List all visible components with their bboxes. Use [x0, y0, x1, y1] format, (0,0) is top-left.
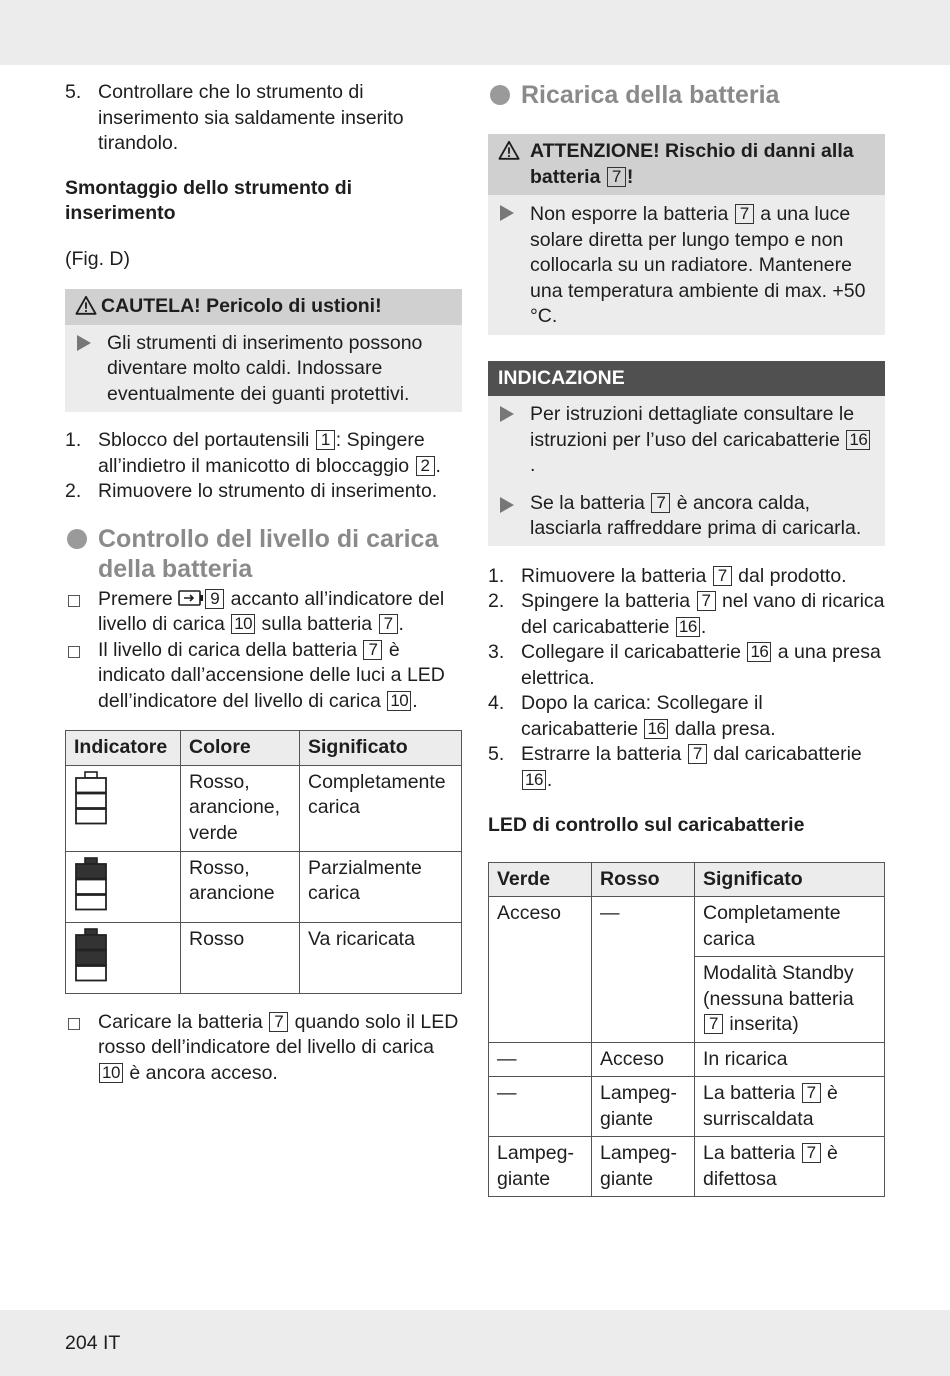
- arrow-bullet-icon: [500, 497, 514, 513]
- final-check-list: [65, 1010, 462, 1087]
- step-number: 1.: [488, 564, 505, 587]
- indicator-cell: [66, 851, 181, 922]
- battery-segment: [76, 864, 106, 879]
- table-cell: In ricarica: [695, 1042, 885, 1077]
- table-cell: Lampeg-giante: [592, 1077, 695, 1137]
- list-item: [488, 640, 885, 691]
- battery-segment: [76, 778, 106, 793]
- bullet-dot-icon: [67, 529, 87, 549]
- list-item: [65, 638, 462, 715]
- battery-partial-icon: [74, 856, 108, 912]
- list-item: [488, 742, 885, 793]
- led-table: [488, 862, 885, 1198]
- part-ref: 10: [99, 1063, 123, 1083]
- table-row: [489, 1042, 885, 1077]
- table-cell: —: [592, 897, 695, 1043]
- column-header: Significato: [695, 862, 885, 897]
- table-cell: [695, 957, 885, 1043]
- part-ref: 10: [387, 691, 411, 711]
- table-cell: Rosso: [181, 922, 300, 993]
- list-item: [65, 428, 462, 479]
- list-item: [65, 1010, 462, 1087]
- note-heading: INDICAZIONE: [488, 361, 885, 397]
- step-text: dal prodotto.: [732, 564, 847, 587]
- cell-text: inserita): [724, 1013, 799, 1035]
- warning-triangle-icon: [498, 140, 520, 160]
- table-cell: Lampeg-giante: [489, 1137, 592, 1197]
- battery-segment: [76, 935, 106, 950]
- step-number: 5.: [488, 743, 505, 765]
- list-item: [488, 589, 885, 640]
- part-ref: 7: [607, 167, 626, 187]
- table-cell: Parzialmente carica: [300, 851, 462, 922]
- right-column: [488, 80, 885, 1197]
- caution-box: [65, 289, 462, 412]
- led-heading: LED di controllo sul caricabatterie: [488, 814, 805, 836]
- note-item: [488, 396, 885, 483]
- step-text: Rimuovere la batteria: [521, 564, 712, 587]
- checkbox-bullet-icon: [68, 646, 80, 658]
- cell-text: La batteria: [703, 1082, 801, 1104]
- step-text: .: [435, 454, 441, 477]
- item-text: Premere: [98, 587, 179, 610]
- table-cell: Rosso, arancione: [181, 851, 300, 922]
- battery-terminal: [85, 929, 97, 935]
- indicator-cell: [66, 765, 181, 851]
- dismount-steps: [65, 428, 462, 505]
- attention-title: !: [626, 165, 634, 188]
- warning-triangle-icon: [75, 295, 97, 315]
- attention-item: [488, 195, 885, 335]
- note-text: Per istruzioni dettagliate consultare le istruzioni per l’uso del caricabatterie: [530, 403, 855, 451]
- table-row: [66, 765, 462, 851]
- caution-text: Gli strumenti di inserimento possono diventare molto caldi. Indossare eventualmente dei guanti protettivi.: [107, 331, 423, 405]
- part-ref: 7: [802, 1083, 821, 1103]
- part-ref: 16: [522, 770, 546, 790]
- step-number: 5.: [65, 81, 82, 103]
- list-item: [65, 80, 462, 157]
- indicator-cell: [66, 922, 181, 993]
- table-row: [489, 1077, 885, 1137]
- left-column: [65, 80, 462, 1086]
- table-cell: Rosso, arancione, verde: [181, 765, 300, 851]
- step-text: dal caricabatterie: [707, 743, 862, 765]
- column-header: Significato: [300, 731, 462, 766]
- table-cell: Lampeg-giante: [592, 1137, 695, 1197]
- column-header: Rosso: [592, 862, 695, 897]
- step-text: Controllare che lo strumento di inserimento sia saldamente inserito tirandolo.: [98, 81, 404, 154]
- step-text: .: [700, 615, 707, 638]
- footer-band: [0, 1310, 950, 1376]
- header-band: [0, 0, 950, 65]
- list-item: [65, 587, 462, 638]
- part-ref: 7: [697, 591, 716, 611]
- cell-text: La batteria: [703, 1142, 801, 1164]
- table-header-row: [66, 731, 462, 766]
- attention-text: a una luce solare diretta per lungo tempo e non collocarla su un radiatore. Mantenere una temperatura ambiente di max. +50 °C.: [530, 203, 866, 327]
- table-cell: [695, 1137, 885, 1197]
- caution-item: [65, 325, 462, 413]
- battery-segment: [76, 895, 106, 910]
- bullet-dot-icon: [490, 85, 510, 105]
- section-title-text: Controllo del livello di carica della batteria: [98, 524, 439, 583]
- column-header: Indicatore: [66, 731, 181, 766]
- attention-text: Non esporre la batteria: [530, 203, 734, 225]
- battery-segment: [76, 950, 106, 965]
- step-text: dalla presa.: [669, 717, 776, 740]
- part-ref: 7: [651, 493, 670, 513]
- step-text: Collegare il caricabatterie: [521, 641, 747, 663]
- step-number: 2.: [488, 590, 505, 612]
- charge-level-table: [65, 730, 462, 994]
- item-text: sulla batteria: [256, 613, 378, 635]
- step-text: Estrarre la batteria: [521, 743, 687, 765]
- dismount-heading: Smontaggio dello strumento di inserimento: [65, 176, 353, 224]
- item-text: Il livello di carica della batteria: [98, 638, 363, 661]
- item-text: quando solo il LED rosso dell’indicatore del livello di carica: [98, 1010, 459, 1058]
- checkbox-bullet-icon: [68, 1018, 80, 1030]
- battery-full-icon: [74, 770, 108, 826]
- cell-text: Modalità Standby (nessuna batteria: [703, 962, 854, 1010]
- check-list: [65, 587, 462, 715]
- step-text: Sblocco del portautensili: [98, 429, 315, 451]
- table-cell: —: [489, 1077, 592, 1137]
- table-cell: Va ricaricata: [300, 922, 462, 993]
- part-ref: 7: [363, 640, 382, 660]
- part-ref: 7: [688, 744, 707, 764]
- table-row: [489, 897, 885, 957]
- item-text: accanto all’indicatore del livello di carica: [98, 587, 445, 635]
- table-cell: Completamente carica: [300, 765, 462, 851]
- part-ref: 7: [704, 1014, 723, 1034]
- attention-heading: [488, 134, 885, 195]
- part-ref: 7: [379, 614, 398, 634]
- battery-low-icon: [74, 927, 108, 983]
- note-text: Se la batteria: [530, 491, 651, 514]
- part-ref: 16: [644, 719, 668, 739]
- list-item: [65, 479, 462, 505]
- step-number: 1.: [65, 429, 82, 451]
- item-text: Caricare la batteria: [98, 1010, 269, 1033]
- item-text: è ancora acceso.: [123, 1061, 278, 1084]
- table-cell: Completamente carica: [695, 897, 885, 957]
- note-text: è ancora calda, lasciarla raffreddare prima di caricarla.: [530, 491, 862, 539]
- list-item: [488, 564, 885, 590]
- step-text: Dopo la carica: Scollegare il caricabatterie: [521, 692, 763, 740]
- section-title: [65, 524, 462, 584]
- step-text: nel vano di ricarica del caricabatterie: [521, 590, 885, 638]
- step-number: 4.: [488, 692, 505, 714]
- battery-segment: [76, 793, 106, 808]
- part-ref: 7: [713, 566, 732, 586]
- part-ref: 7: [802, 1143, 821, 1163]
- item-text: .: [398, 613, 404, 635]
- note-text: .: [530, 454, 536, 476]
- step-text: Spingere la batteria: [521, 590, 696, 612]
- part-ref: 7: [269, 1012, 288, 1032]
- battery-segment: [76, 809, 106, 824]
- arrow-bullet-icon: [500, 406, 514, 422]
- battery-terminal: [85, 772, 97, 778]
- arrow-bullet-icon: [500, 205, 514, 221]
- figure-reference: (Fig. D): [65, 247, 130, 270]
- table-row: [66, 851, 462, 922]
- step-number: 3.: [488, 641, 505, 663]
- arrow-bullet-icon: [77, 335, 91, 351]
- note-box: [488, 361, 885, 546]
- part-ref: 16: [747, 642, 771, 662]
- part-ref: 16: [846, 430, 870, 450]
- table-cell: Acceso: [592, 1042, 695, 1077]
- item-text: è indicato dall’accensione delle luci a LED dell’indicatore del livello di carica: [98, 638, 445, 712]
- part-ref: 10: [231, 614, 255, 634]
- list-item: [488, 691, 885, 742]
- part-ref: 9: [205, 589, 224, 609]
- caution-heading: [65, 289, 462, 325]
- table-header-row: [489, 862, 885, 897]
- table-cell: —: [489, 1042, 592, 1077]
- cell-text: è surriscaldata: [703, 1082, 838, 1130]
- column-header: Colore: [181, 731, 300, 766]
- note-item: [488, 483, 885, 546]
- section-title-text: Ricarica della batteria: [521, 81, 780, 109]
- step-text: Rimuovere lo strumento di inserimento.: [98, 480, 438, 502]
- part-ref: 1: [316, 430, 335, 450]
- battery-segment: [76, 966, 106, 981]
- step-text: : Spingere all’indietro il manicotto di bloccaggio: [98, 429, 425, 477]
- step-number: 2.: [65, 480, 82, 502]
- part-ref: 16: [676, 617, 700, 637]
- attention-box: [488, 134, 885, 335]
- part-ref: 7: [735, 204, 754, 224]
- section-title: [488, 80, 885, 110]
- step-text: .: [546, 768, 553, 791]
- step-list-top: [65, 80, 462, 157]
- table-row: [489, 1137, 885, 1197]
- column-header: Verde: [489, 862, 592, 897]
- attention-title: ATTENZIONE! Rischio di danni alla batteria: [530, 140, 854, 188]
- checkbox-bullet-icon: [68, 595, 80, 607]
- charging-steps: [488, 564, 885, 794]
- cell-text: è difettosa: [703, 1142, 838, 1190]
- item-text: .: [412, 689, 418, 712]
- battery-test-button-icon: [178, 588, 204, 608]
- table-cell: Acceso: [489, 897, 592, 1043]
- battery-terminal: [85, 858, 97, 864]
- step-text: a una presa elettrica.: [521, 641, 881, 689]
- page-number: 204 IT: [65, 1332, 121, 1354]
- table-row: [66, 922, 462, 993]
- battery-segment: [76, 879, 106, 894]
- table-cell: [695, 1077, 885, 1137]
- part-ref: 2: [416, 456, 435, 476]
- caution-title: CAUTELA! Pericolo di ustioni!: [101, 295, 382, 317]
